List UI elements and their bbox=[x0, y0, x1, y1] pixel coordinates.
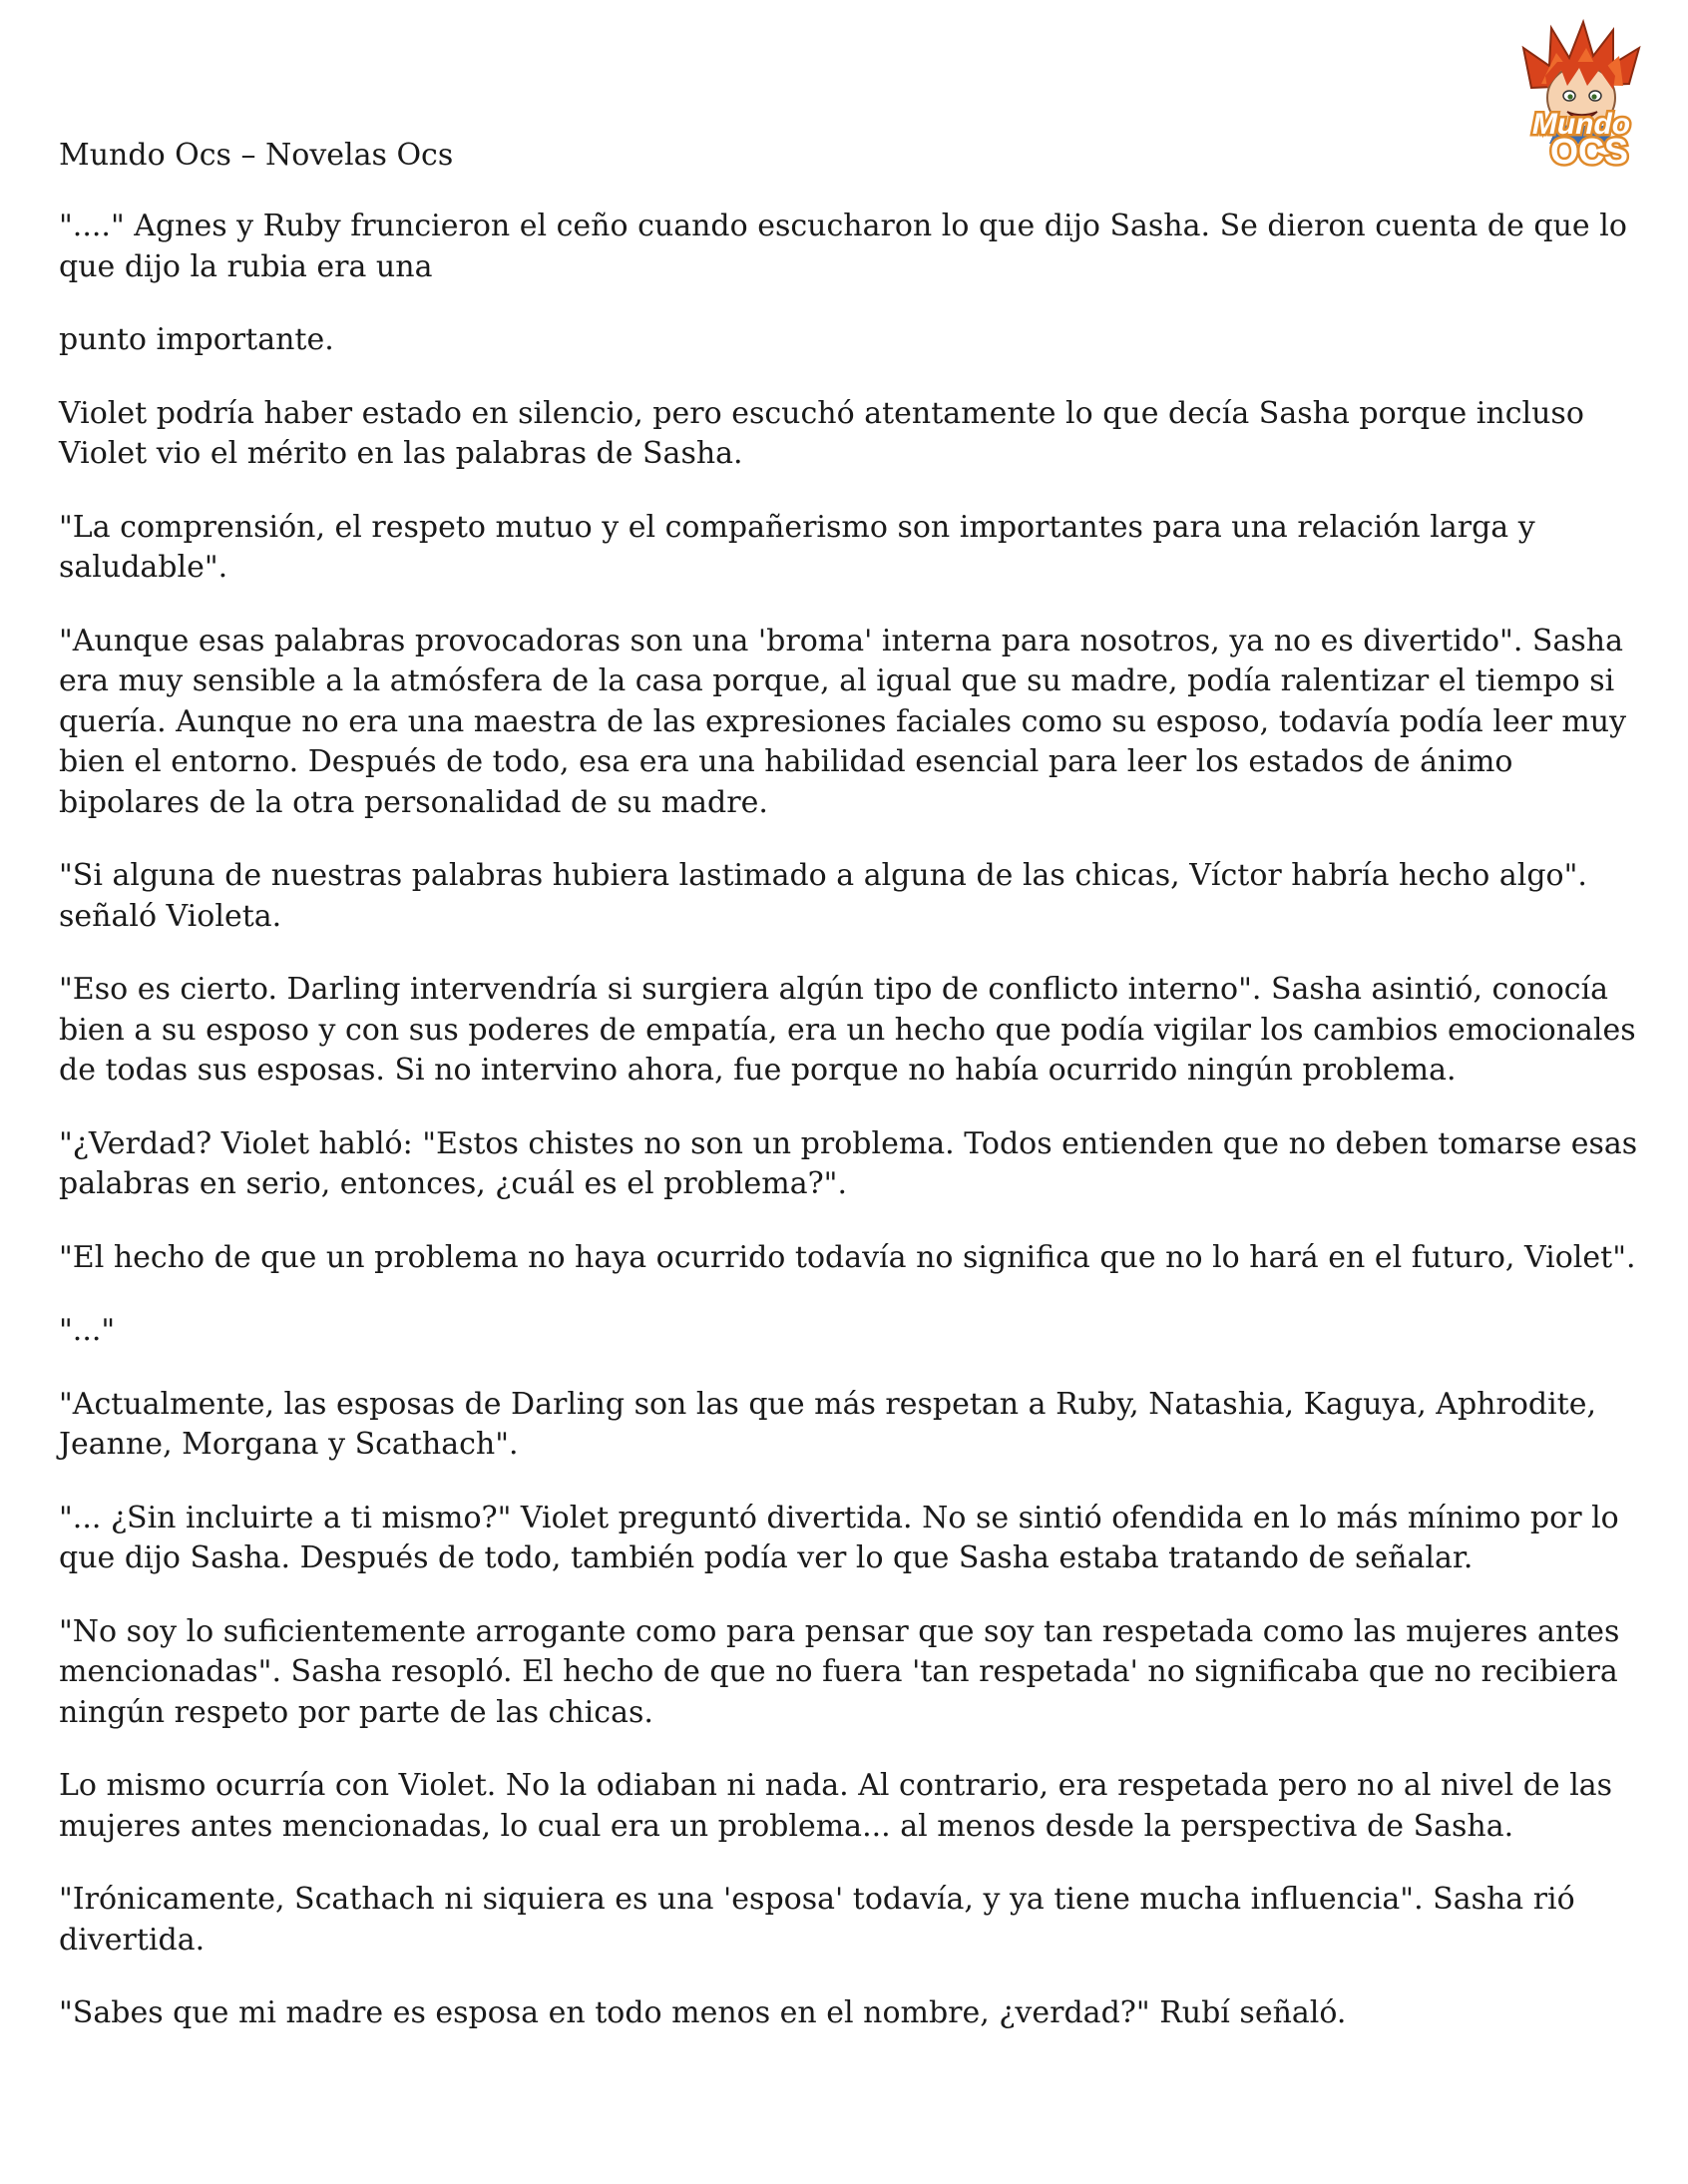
page-header-title: Mundo Ocs – Novelas Ocs bbox=[59, 138, 454, 173]
paragraph: "..." bbox=[59, 1313, 116, 1348]
paragraph: "¿Verdad? Violet habló: "Estos chistes no son un problema. Todos entienden que no deben tomarse esas palabras en serio, entonces, ¿cuál es el problema?". bbox=[59, 1125, 1638, 1201]
paragraph: "Eso es cierto. Darling intervendría si surgiera algún tipo de conflicto interno". Sasha asintió, conocía bien a su esposo y con sus poderes de empatía, era un hecho que podía vigilar los cambios emocionales de todas sus esposas. Si no intervino ahora, fue porque no había ocurrido ningún problema. bbox=[59, 972, 1636, 1088]
paragraph: "La comprensión, el respeto mutuo y el compañerismo son importantes para una relación larga y saludable". bbox=[59, 509, 1535, 585]
paragraph: "...." Agnes y Ruby fruncieron el ceño cuando escucharon lo que dijo Sasha. Se dieron cuenta de que lo que dijo la rubia era una bbox=[59, 209, 1627, 284]
paragraph: "Irónicamente, Scathach ni siquiera es una 'esposa' todavía, y ya tiene mucha influencia". Sasha rió divertida. bbox=[59, 1882, 1575, 1958]
paragraph: Violet podría haber estado en silencio, pero escuchó atentamente lo que decía Sasha porque incluso Violet vio el mérito en las palabras de Sasha. bbox=[59, 395, 1584, 471]
paragraph: "Si alguna de nuestras palabras hubiera lastimado a alguna de las chicas, Víctor habría hecho algo". señaló Violeta. bbox=[59, 858, 1587, 934]
paragraph: "Actualmente, las esposas de Darling son las que más respetan a Ruby, Natashia, Kaguya, Aphrodite, Jeanne, Morgana y Scathach". bbox=[59, 1386, 1597, 1462]
paragraph: punto importante. bbox=[59, 322, 334, 357]
mascot-logo-icon bbox=[1501, 18, 1661, 178]
svg-text:OCS: OCS bbox=[1549, 131, 1629, 172]
paragraph: "No soy lo suficientemente arrogante como para pensar que soy tan respetada como las mujeres antes mencionadas". Sasha resopló. El hecho de que no fuera 'tan respetada' no significaba que no recibiera ningún respeto por parte de las chicas. bbox=[59, 1613, 1620, 1730]
paragraph: Lo mismo ocurría con Violet. No la odiaban ni nada. Al contrario, era respetada pero no al nivel de las mujeres antes mencionadas, lo cual era un problema... al menos desde la perspectiva de Sasha. bbox=[59, 1768, 1613, 1844]
document-body bbox=[59, 207, 1645, 2067]
mundo-ocs-logo bbox=[1501, 18, 1661, 178]
svg-text:Mundo: Mundo bbox=[1531, 108, 1631, 141]
paragraph: "El hecho de que un problema no haya ocurrido todavía no significa que no lo hará en el futuro, Violet". bbox=[59, 1239, 1636, 1275]
paragraph: "Sabes que mi madre es esposa en todo menos en el nombre, ¿verdad?" Rubí señaló. bbox=[59, 1995, 1347, 2030]
paragraph: "Aunque esas palabras provocadoras son una 'broma' interna para nosotros, ya no es divertido". Sasha era muy sensible a la atmósfera de la casa porque, al igual que su madre, podía ralentizar el tiempo si quería. Aunque no era una maestra de las expresiones faciales como su esposo, todavía podía leer muy bien el entorno. Después de todo, esa era una habilidad esencial para leer los estados de ánimo bipolares de la otra personalidad de su madre. bbox=[59, 623, 1627, 820]
paragraph: "... ¿Sin incluirte a ti mismo?" Violet preguntó divertida. No se sintió ofendida en lo más mínimo por lo que dijo Sasha. Después de todo, también podía ver lo que Sasha estaba tratando de señalar. bbox=[59, 1500, 1619, 1575]
